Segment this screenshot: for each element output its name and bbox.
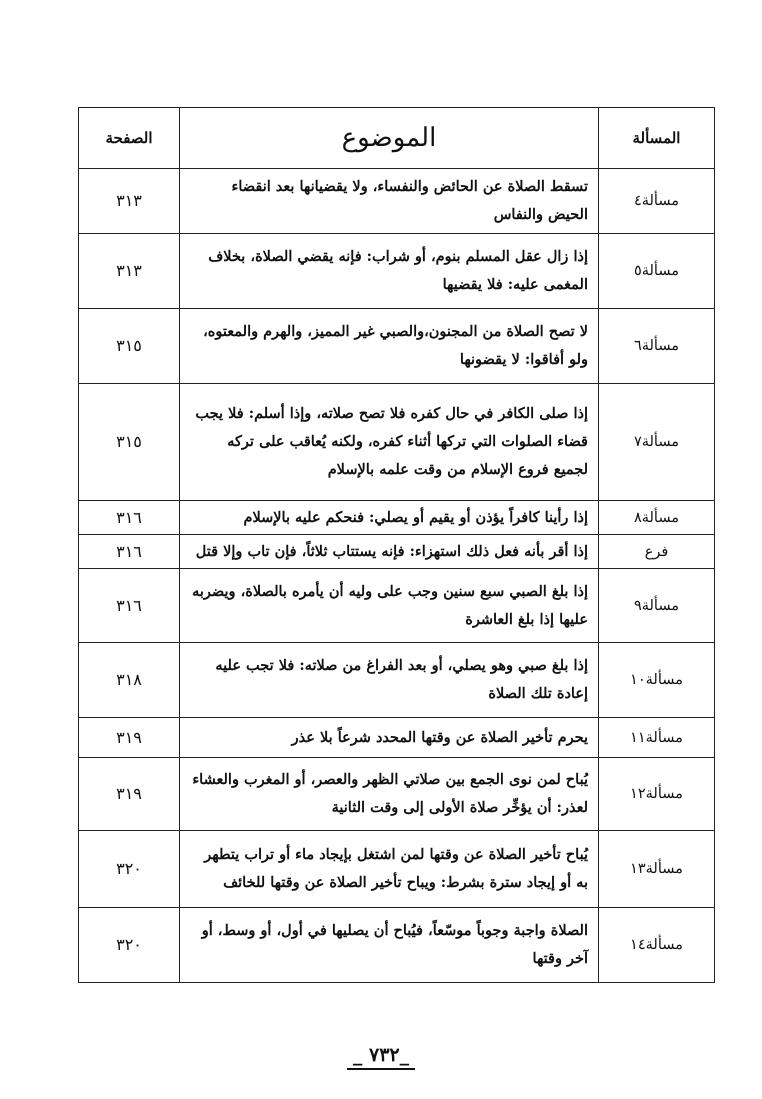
row-topic: يحرم تأخير الصلاة عن وقتها المحدد شرعاً بلا عذر xyxy=(180,718,599,758)
row-topic: الصلاة واجبة وجوباً موسّعاً، فيُباح أن يصليها في أول، أو وسط، أو آخر وقتها xyxy=(180,908,599,983)
row-issue: فرع xyxy=(599,535,715,569)
table-row xyxy=(79,831,715,908)
row-page: ٣١٦ xyxy=(79,535,180,569)
table-row xyxy=(79,569,715,643)
row-page: ٣٢٠ xyxy=(79,908,180,983)
row-page: ٣١٨ xyxy=(79,643,180,718)
table-row xyxy=(79,309,715,384)
table-row xyxy=(79,758,715,831)
row-page: ٣١٥ xyxy=(79,309,180,384)
row-page: ٣١٦ xyxy=(79,569,180,643)
row-page: ٣١٥ xyxy=(79,384,180,501)
row-topic: إذا بلغ الصبي سبع سنين وجب على وليه أن يأمره بالصلاة، ويضربه عليها إذا بلغ العاشرة xyxy=(180,569,599,643)
header-row xyxy=(79,108,715,169)
header-topic: الموضوع xyxy=(180,108,599,169)
table-row xyxy=(79,384,715,501)
row-issue: مسألة٧ xyxy=(599,384,715,501)
row-page: ٣١٣ xyxy=(79,169,180,234)
table-row xyxy=(79,535,715,569)
row-topic: يُباح تأخير الصلاة عن وقتها لمن اشتغل بإيجاد ماء أو تراب يتطهر به أو إيجاد سترة بشرط: ويباح تأخير الصلاة عن وقتها للخائف xyxy=(180,831,599,908)
page-number-text: _٧٣٢ _ xyxy=(347,1044,415,1070)
table-row xyxy=(79,169,715,234)
row-issue: مسألة١١ xyxy=(599,718,715,758)
row-issue: مسألة٩ xyxy=(599,569,715,643)
row-issue: مسألة١٠ xyxy=(599,643,715,718)
row-page: ٣١٦ xyxy=(79,501,180,535)
row-topic: إذا أقر بأنه فعل ذلك استهزاء: فإنه يستتاب ثلاثاً، فإن تاب وإلا قتل xyxy=(180,535,599,569)
row-issue: مسألة٨ xyxy=(599,501,715,535)
table-row xyxy=(79,501,715,535)
table-row xyxy=(79,718,715,758)
table-row xyxy=(79,908,715,983)
row-topic: إذا زال عقل المسلم بنوم، أو شراب: فإنه يقضي الصلاة، بخلاف المغمى عليه: فلا يقضيها xyxy=(180,234,599,309)
row-topic: تسقط الصلاة عن الحائض والنفساء، ولا يقضيانها بعد انقضاء الحيض والنفاس xyxy=(180,169,599,234)
row-issue: مسألة٤ xyxy=(599,169,715,234)
index-table xyxy=(78,107,715,983)
row-issue: مسألة١٤ xyxy=(599,908,715,983)
row-page: ٣١٣ xyxy=(79,234,180,309)
row-page: ٣١٩ xyxy=(79,758,180,831)
row-issue: مسألة١٢ xyxy=(599,758,715,831)
table-row xyxy=(79,643,715,718)
table-row xyxy=(79,234,715,309)
header-issue: المسألة xyxy=(599,108,715,169)
row-topic: إذا رأينا كافراً يؤذن أو يقيم أو يصلي: فنحكم عليه بالإسلام xyxy=(180,501,599,535)
page-number xyxy=(0,1044,762,1066)
row-issue: مسألة١٣ xyxy=(599,831,715,908)
row-topic: إذا بلغ صبي وهو يصلي، أو بعد الفراغ من صلاته: فلا تجب عليه إعادة تلك الصلاة xyxy=(180,643,599,718)
row-topic: إذا صلى الكافر في حال كفره فلا تصح صلاته، وإذا أسلم: فلا يجب قضاء الصلوات التي تركها أثناء كفره، ولكنه يُعاقب على تركه لجميع فروع الإسلام من وقت علمه بالإسلام xyxy=(180,384,599,501)
header-page: الصفحة xyxy=(79,108,180,169)
row-page: ٣١٩ xyxy=(79,718,180,758)
row-issue: مسألة٦ xyxy=(599,309,715,384)
row-topic: لا تصح الصلاة من المجنون،والصبي غير المميز، والهرم والمعتوه، ولو أفاقوا: لا يقضونها xyxy=(180,309,599,384)
row-topic: يُباح لمن نوى الجمع بين صلاتي الظهر والعصر، أو المغرب والعشاء لعذر: أن يؤخِّر صلاة الأولى إلى وقت الثانية xyxy=(180,758,599,831)
row-issue: مسألة٥ xyxy=(599,234,715,309)
row-page: ٣٢٠ xyxy=(79,831,180,908)
